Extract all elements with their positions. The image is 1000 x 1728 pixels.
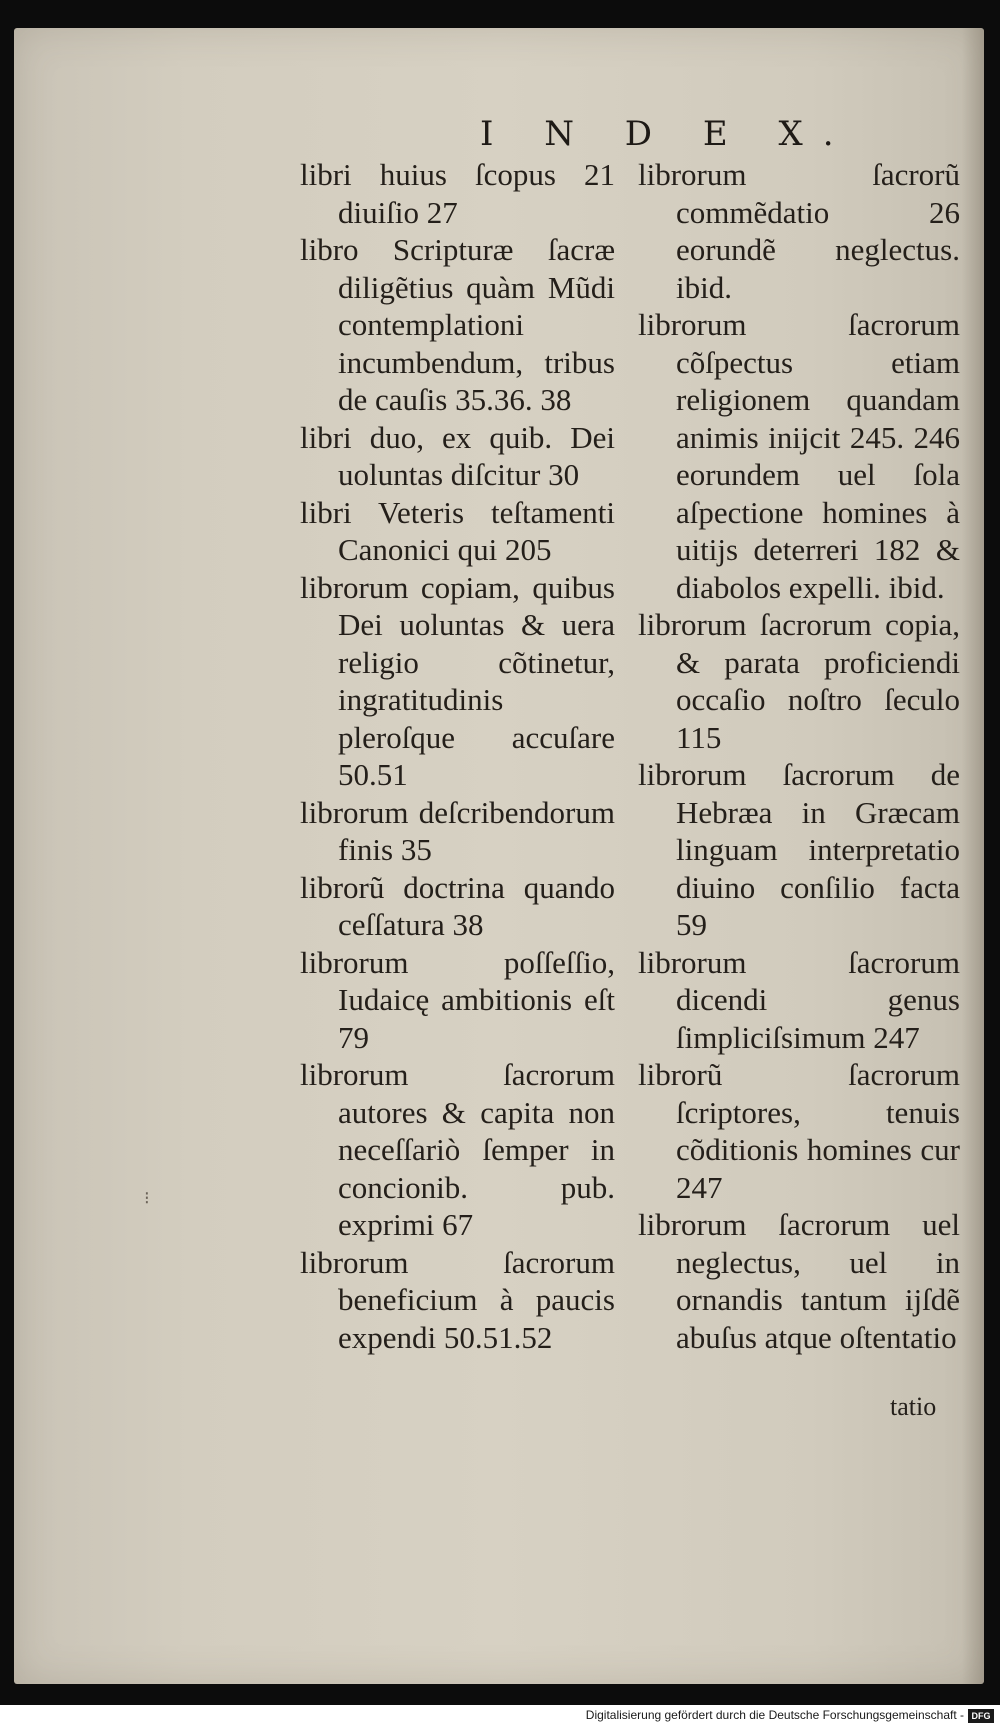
index-entry: librorum ſacrorum uel neglectus, uel in ornandis tantum ijſdẽ abuſus atque oſtentatio <box>638 1207 960 1355</box>
catchword: tatio <box>890 1392 937 1421</box>
index-entry: librorum ſacrorũ commẽdatio 26 eorundẽ neglectus. ibid. <box>638 157 960 305</box>
index-entry: librorum copiam, quibus Dei uoluntas & uera religio cõtinetur, ingratitudinis pleroſque accuſare 50.51 <box>300 569 615 792</box>
index-entry: librorũ ſacrorum ſcriptores, tenuis cõditionis homines cur 247 <box>638 1057 960 1205</box>
index-entry: librorum ſacrorum beneficium à paucis expendi 50.51.52 <box>300 1244 615 1355</box>
index-entry: librorum ſacrorum de Hebræa in Græcam linguam interpretatio diuino conſilio facta 59 <box>638 757 960 942</box>
index-entry: librorum poſſeſſio, Iudaicę ambitionis eſt 79 <box>300 944 615 1055</box>
index-entry: librorũ doctrina quando ceſſatura 38 <box>300 869 615 942</box>
index-entry: libri huius ſcopus 21 diuiſio 27 <box>300 157 615 230</box>
index-entry: librorum ſacrorum autores & capita non neceſſariò ſemper in concionib. pub. exprimi 67 <box>300 1057 615 1242</box>
digitization-footer <box>0 1705 1000 1728</box>
index-entry: librorum ſacrorum cõſpectus etiam religionem quandam animis inijcit 245. 246 eorundem uel ſola aſpectione homines à uitijs deterreri 182 & diabolos expelli. ibid. <box>638 307 960 605</box>
index-entry: librorum ſacrorum copia, & parata proficiendi occaſio noſtro ſeculo 115 <box>638 607 960 755</box>
index-column-right <box>638 156 960 1356</box>
page-header: I N D E X. <box>480 114 854 154</box>
index-column-left <box>300 156 615 1356</box>
index-entry: libro Scripturæ ſacræ diligẽtius quàm Mũdi contemplationi incumbendum, tribus de cauſis 35.36. 38 <box>300 232 615 417</box>
margin-mark: ⁝ <box>144 1188 150 1208</box>
footer-credit: Digitalisierung gefördert durch die Deutsche Forschungsgemeinschaft - <box>585 1708 964 1722</box>
index-entry: libri duo, ex quib. Dei uoluntas diſcitur 30 <box>300 419 615 492</box>
dfg-logo: DFG <box>968 1709 994 1723</box>
index-entry: librorum ſacrorum dicendi genus ſimpliciſsimum 247 <box>638 944 960 1055</box>
index-entry: libri Veteris teſtamenti Canonici qui 205 <box>300 494 615 567</box>
index-entry: librorum deſcribendorum finis 35 <box>300 794 615 867</box>
